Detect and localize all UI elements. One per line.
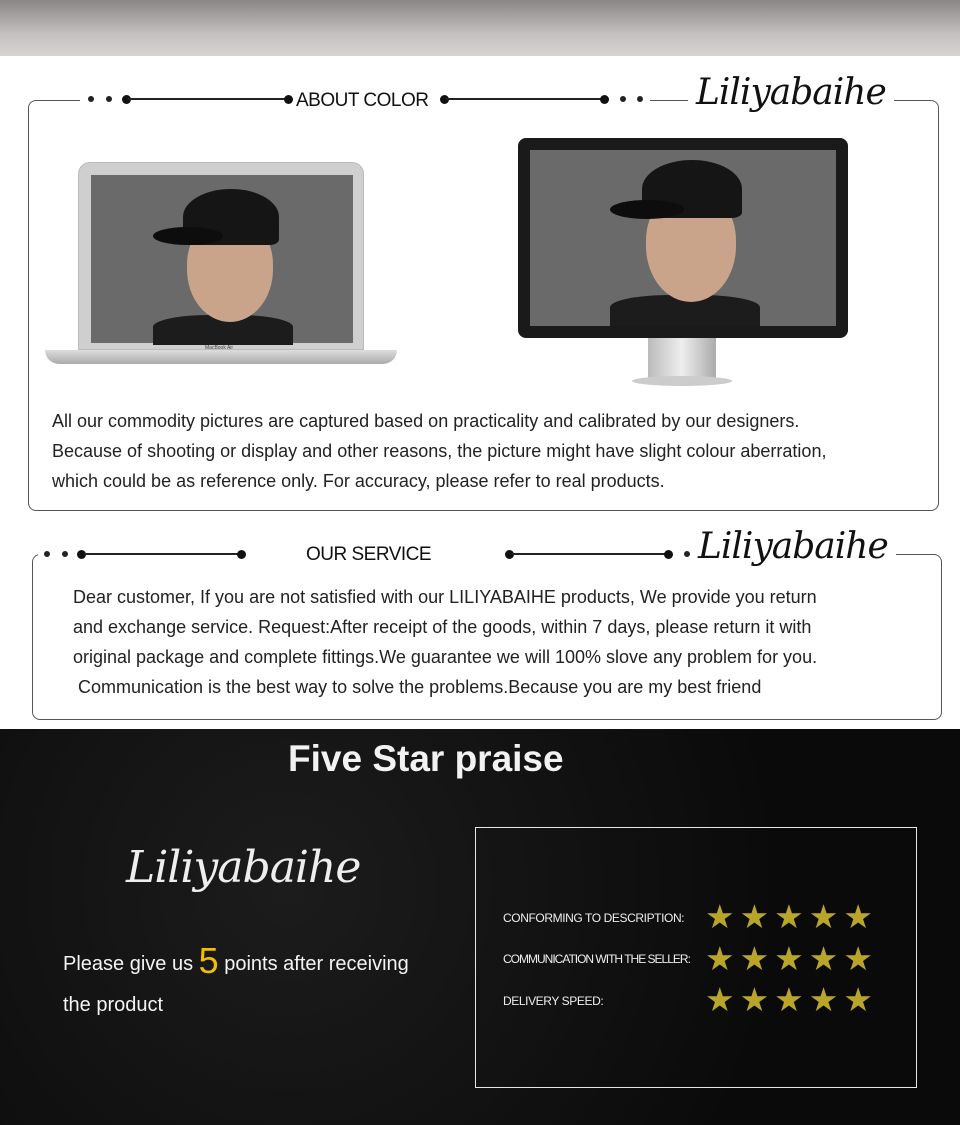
brand-signature: Liliyabaihe [690,526,896,567]
laptop-label: MacBook Air [205,345,234,351]
paragraph-line: Dear customer, If you are not satisfied with our LILIYABAIHE products, We provide you return [73,587,817,607]
section-title: ABOUT COLOR [296,90,429,111]
rating-label-delivery: DELIVERY SPEED: [503,994,604,1008]
laptop-base [45,350,397,364]
divider-dot [600,95,609,104]
divider-line [84,553,240,555]
brand-signature: Liliyabaihe [688,72,894,113]
divider-line [128,98,288,100]
star-rating-description: ★★★★★ [705,898,878,935]
divider-dot [284,95,293,104]
star-rating-delivery: ★★★★★ [705,981,878,1018]
paragraph-line: Communication is the best way to solve the problems.Because you are my best friend [73,677,762,697]
rating-label-description: CONFORMING TO DESCRIPTION: [503,911,685,925]
rating-request-suffix: points after receiving [224,953,409,975]
monitor-stand [648,338,716,378]
about-color-text [52,406,826,496]
laptop-screen [91,175,353,343]
our-service-text [73,582,817,702]
section-title: OUR SERVICE [306,544,432,565]
rating-label-communication: COMMUNICATION WITH THE SELLER: [503,952,690,966]
star-rating-communication: ★★★★★ [705,940,878,977]
rating-request [63,940,409,982]
monitor-mockup [518,138,848,338]
praise-title: Five Star praise [288,738,564,779]
divider-dot [106,96,112,102]
laptop-mockup [78,162,364,350]
monitor-screen [530,150,836,326]
divider-dot [62,551,68,557]
paragraph-line: All our commodity pictures are captured based on practicality and calibrated by our designers. [52,411,800,431]
paragraph-line: which could be as reference only. For accuracy, please refer to real products. [52,471,665,491]
divider-dot [88,96,94,102]
paragraph-line: and exchange service. Request:After receipt of the goods, within 7 days, please return it with [73,617,812,637]
rating-request-number: 5 [198,940,219,981]
monitor-stand-base [632,376,732,386]
divider-line [446,98,606,100]
divider-dot [637,96,643,102]
divider-dot [620,96,626,102]
divider-line [512,553,668,555]
divider-dot [237,550,246,559]
paragraph-line: original package and complete fittings.We guarantee we will 100% slove any problem for you. [73,647,818,667]
rating-request-prefix: Please give us [63,953,194,975]
paragraph-line: Because of shooting or display and other reasons, the picture might have slight colour aberration, [52,441,827,461]
rating-request-line2: the product [63,994,164,1016]
brand-signature: Liliyabaihe [126,842,361,893]
divider-dot [664,550,673,559]
top-banner [0,0,960,56]
divider-dot [44,551,50,557]
